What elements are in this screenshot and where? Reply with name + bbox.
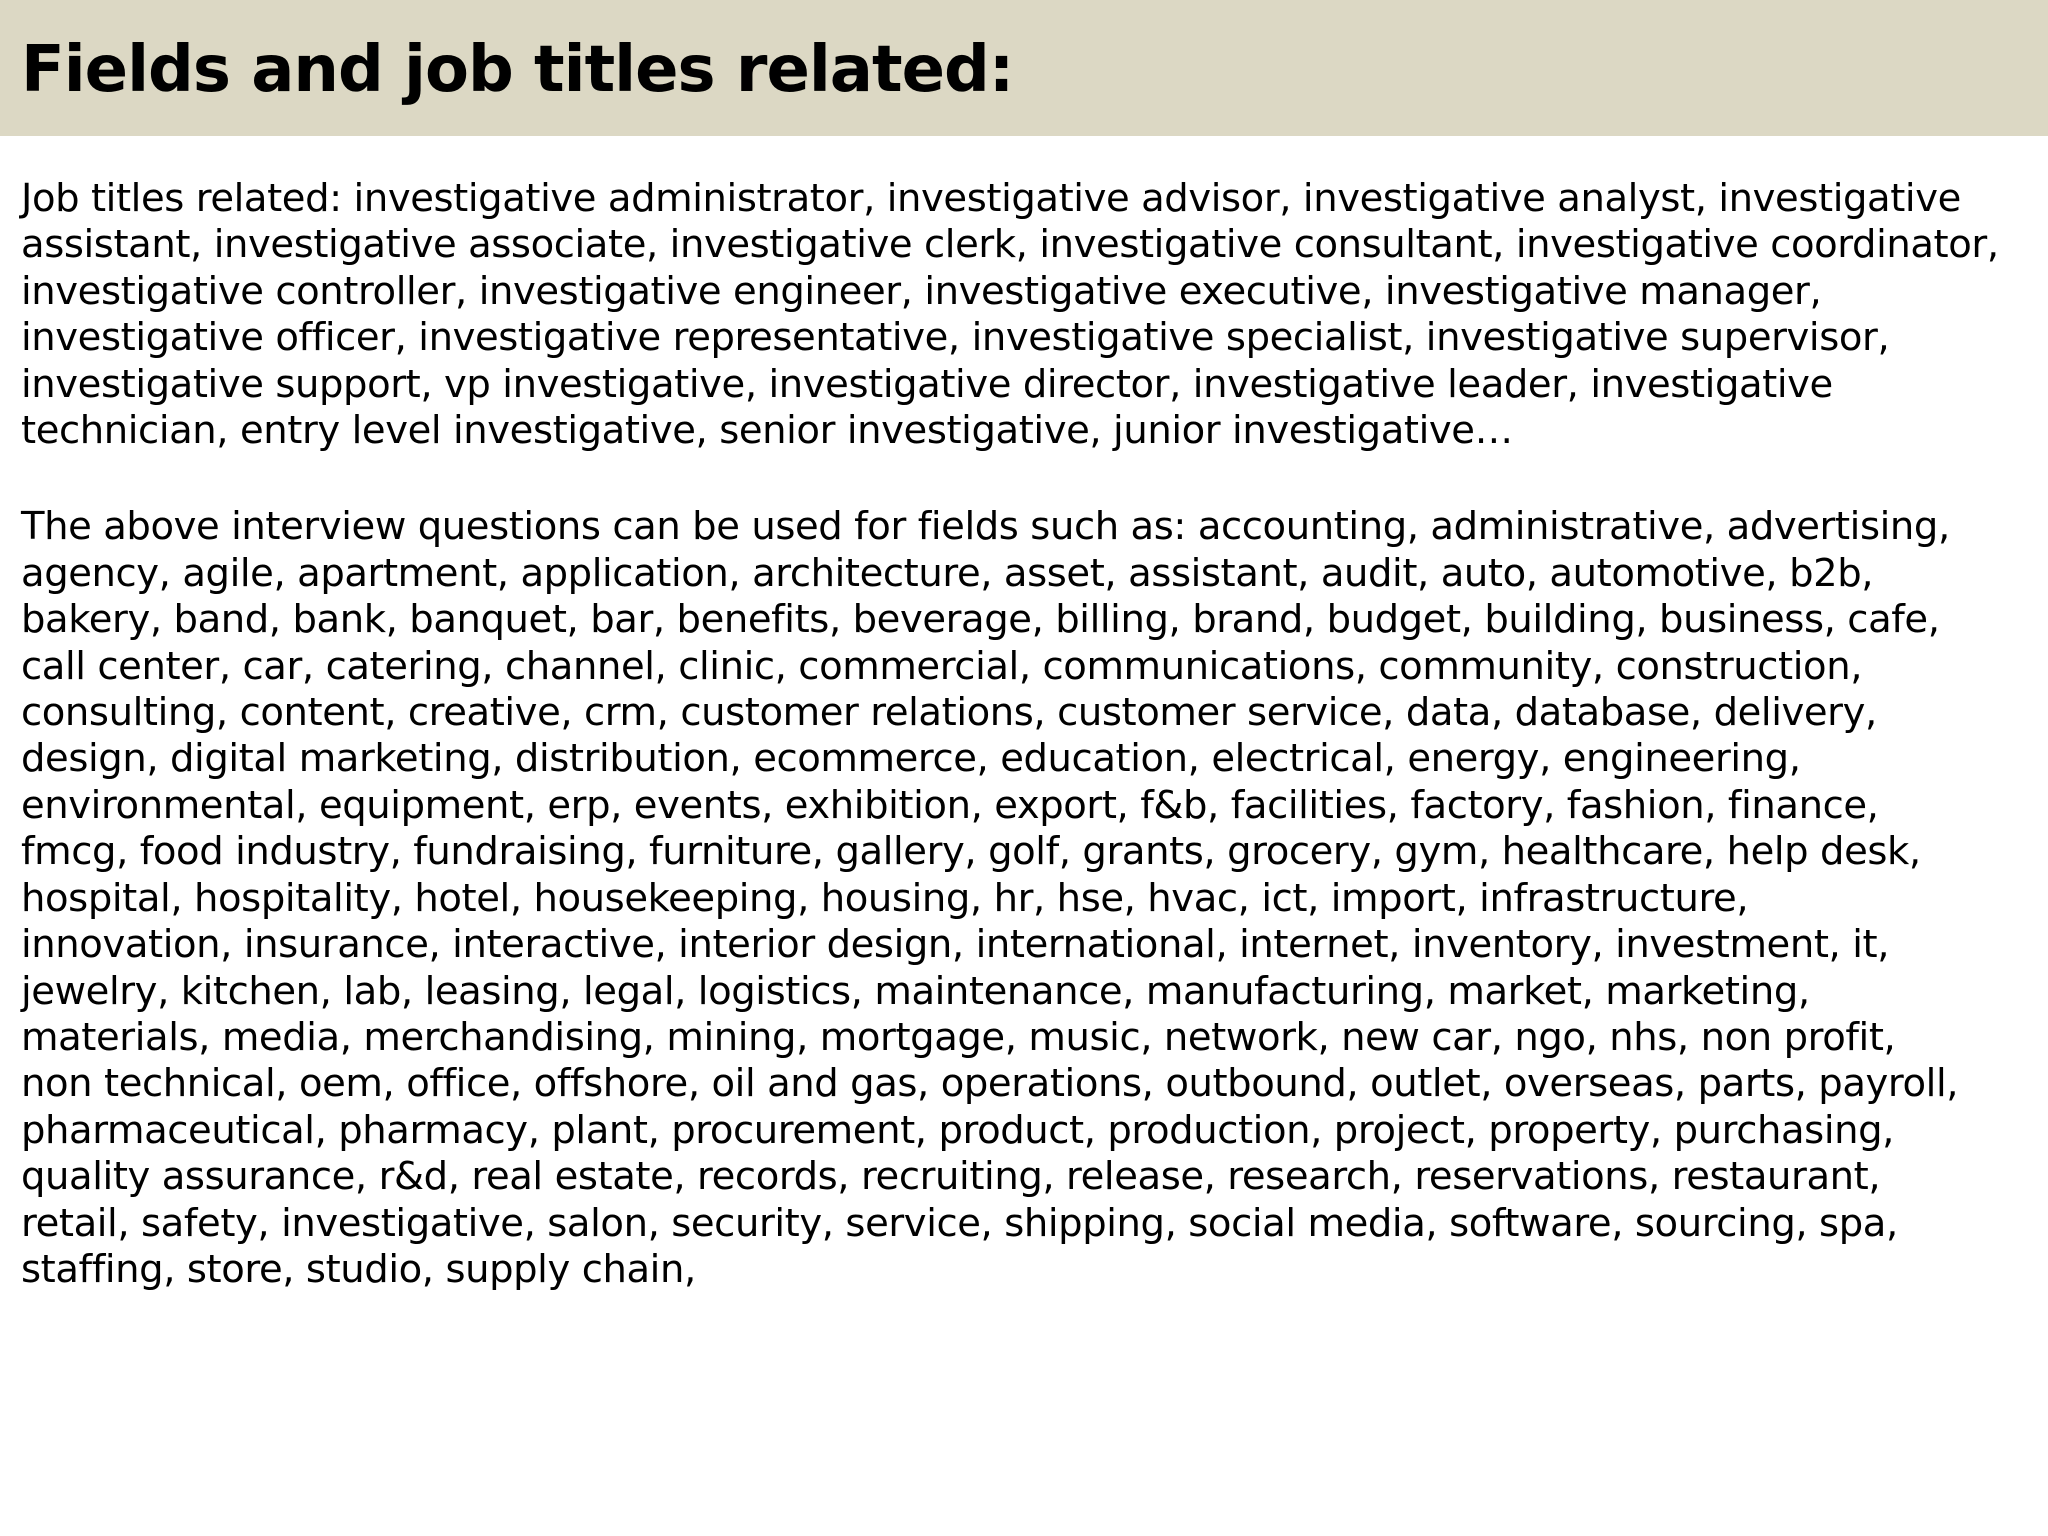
paragraph-line: non technical, oem, office, offshore, oil and gas, operations, outbound, outlet, overseas, parts, payroll, (21, 1061, 1959, 1107)
slide-title: Fields and job titles related: (21, 33, 1014, 107)
paragraph-line: investigative officer, investigative representative, investigative specialist, investigative supervisor, (21, 315, 1890, 361)
paragraph-line: agency, agile, apartment, application, architecture, asset, assistant, audit, auto, automotive, b2b, (21, 550, 1874, 596)
job-titles-paragraph (21, 176, 2031, 454)
paragraph-line: The above interview questions can be used for fields such as: accounting, administrative, advertising, (21, 504, 1950, 550)
paragraph-line: pharmaceutical, pharmacy, plant, procurement, product, production, project, property, purchasing, (21, 1107, 1895, 1153)
paragraph-line: Job titles related: investigative administrator, investigative advisor, investigative analyst, investigative (21, 176, 1961, 221)
paragraph-line: fmcg, food industry, fundraising, furniture, gallery, golf, grants, grocery, gym, healthcare, help desk, (21, 829, 1921, 875)
paragraph-line: innovation, insurance, interactive, interior design, international, internet, inventory, investment, it, (21, 922, 1890, 968)
paragraph-line: call center, car, catering, channel, clinic, commercial, communications, community, construction, (21, 643, 1863, 689)
paragraph-spacer (21, 454, 2031, 504)
slide-content (21, 176, 2031, 1293)
paragraph-line: technician, entry level investigative, senior investigative, junior investigative… (21, 408, 1513, 454)
paragraph-line: assistant, investigative associate, investigative clerk, investigative consultant, investigative coordinator, (21, 222, 1999, 268)
paragraph-line: investigative controller, investigative engineer, investigative executive, investigative manager, (21, 268, 1822, 314)
paragraph-line: quality assurance, r&d, real estate, records, recruiting, release, research, reservations, restaurant, (21, 1154, 1881, 1200)
fields-paragraph (21, 504, 2031, 1293)
paragraph-line: bakery, band, bank, banquet, bar, benefits, beverage, billing, brand, budget, building, business, cafe, (21, 597, 1940, 643)
paragraph-line: retail, safety, investigative, salon, security, service, shipping, social media, software, sourcing, spa, (21, 1200, 1898, 1246)
paragraph-line: hospital, hospitality, hotel, housekeeping, housing, hr, hse, hvac, ict, import, infrastructure, (21, 875, 1749, 921)
title-bar (0, 0, 2048, 136)
paragraph-line: investigative support, vp investigative, investigative director, investigative leader, investigative (21, 361, 1833, 407)
paragraph-line: staffing, store, studio, supply chain, (21, 1246, 696, 1292)
paragraph-line: consulting, content, creative, crm, customer relations, customer service, data, database, delivery, (21, 690, 1877, 736)
paragraph-line: design, digital marketing, distribution, ecommerce, education, electrical, energy, engineering, (21, 736, 1801, 782)
paragraph-line: environmental, equipment, erp, events, exhibition, export, f&b, facilities, factory, fashion, finance, (21, 782, 1879, 828)
paragraph-line: materials, media, merchandising, mining, mortgage, music, network, new car, ngo, nhs, non profit, (21, 1014, 1896, 1060)
paragraph-line: jewelry, kitchen, lab, leasing, legal, logistics, maintenance, manufacturing, market, marketing, (21, 968, 1810, 1014)
